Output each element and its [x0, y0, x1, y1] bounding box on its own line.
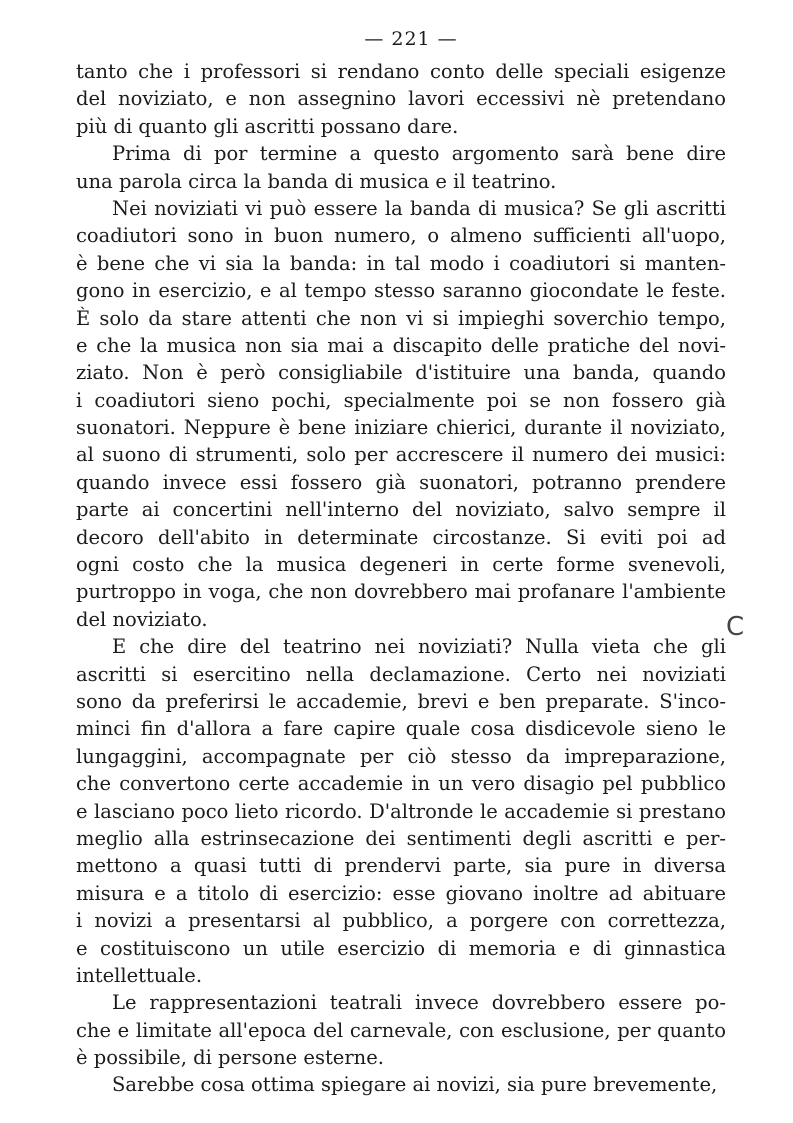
- text-line: quando invece essi fossero già suonatori, potranno prendere: [76, 470, 726, 494]
- text-line: una parola circa la banda di musica e il teatrino.: [76, 169, 557, 193]
- text-line: è possibile, di persone esterne.: [76, 1046, 384, 1070]
- text-line: coadiutori sono in buon numero, o almeno sufficienti all'uopo,: [76, 224, 726, 248]
- text-line: parte ai concertini nell'interno del noviziato, salvo sempre il: [76, 498, 726, 522]
- margin-annotation: C: [726, 612, 745, 642]
- text-line: che e limitate all'epoca del carnevale, con esclusione, per quanto: [76, 1018, 726, 1042]
- text-line: ascritti si esercitino nella declamazione. Certo nei noviziati: [76, 662, 726, 686]
- book-page: [76, 28, 726, 1099]
- text-line: più di quanto gli ascritti possano dare.: [76, 114, 459, 138]
- paragraph: [76, 989, 726, 1071]
- page-number: — 221 —: [364, 28, 458, 50]
- text-line: purtroppo in voga, che non dovrebbero mai profanare l'ambiente: [76, 580, 726, 604]
- text-line: minci fin d'allora a fare capire quale cosa disdicevole sieno le: [76, 717, 726, 741]
- text-line: è bene che vi sia la banda: in tal modo i coadiutori si manten-: [76, 251, 726, 275]
- text-line: al suono di strumenti, solo per accrescere il numero dei musici:: [76, 443, 726, 467]
- text-line: Le rappresentazioni teatrali invece dovrebbero essere po-: [112, 991, 726, 1015]
- text-line: E che dire del teatrino nei noviziati? Nulla vieta che gli: [112, 635, 726, 659]
- text-line: È solo da stare attenti che non vi si impieghi soverchio tempo,: [76, 306, 726, 330]
- text-line: e costituiscono un utile esercizio di memoria e di ginnastica: [76, 936, 726, 960]
- paragraph: [76, 140, 726, 195]
- text-line: decoro dell'abito in determinate circostanze. Si eviti poi ad: [76, 525, 726, 549]
- text-line: i coadiutori sieno pochi, specialmente poi se non fossero già: [76, 388, 726, 412]
- text-line: intellettuale.: [76, 963, 203, 987]
- text-line: gono in esercizio, e al tempo stesso saranno giocondate le feste.: [76, 279, 726, 303]
- text-line: del noviziato.: [76, 607, 208, 631]
- text-line: meglio alla estrinsecazione dei sentimenti degli ascritti e per-: [76, 826, 726, 850]
- text-line: sono da preferirsi le accademie, brevi e ben preparate. S'inco-: [76, 689, 726, 713]
- text-line: misura e a titolo di esercizio: esse giovano inoltre ad abituare: [76, 881, 726, 905]
- text-line: e lasciano poco lieto ricordo. D'altronde le accademie si prestano: [76, 799, 726, 823]
- text-line: del noviziato, e non assegnino lavori eccessivi nè pretendano: [76, 87, 726, 111]
- text-line: i novizi a presentarsi al pubblico, a porgere con correttezza,: [76, 909, 726, 933]
- text-line: lungaggini, accompagnate per ciò stesso da impreparazione,: [76, 744, 726, 768]
- paragraph: [76, 1071, 726, 1098]
- paragraph: [76, 58, 726, 140]
- text-line: che convertono certe accademie in un vero disagio pel pubblico: [76, 772, 726, 796]
- text-line: mettono a quasi tutti di prendervi parte, sia pure in diversa: [76, 854, 726, 878]
- text-line: Nei noviziati vi può essere la banda di musica? Se gli ascritti: [112, 196, 726, 220]
- page-body: [76, 58, 726, 1099]
- text-line: suonatori. Neppure è bene iniziare chierici, durante il noviziato,: [76, 416, 726, 440]
- text-line: Sarebbe cosa ottima spiegare ai novizi, sia pure brevemente,: [112, 1073, 718, 1097]
- text-line: e che la musica non sia mai a discapito delle pratiche del novi-: [76, 333, 726, 357]
- paragraph: [76, 195, 726, 633]
- text-line: ziato. Non è però consigliabile d'istituire una banda, quando: [76, 361, 726, 385]
- text-line: tanto che i professori si rendano conto delle speciali esigenze: [76, 60, 726, 83]
- text-line: ogni costo che la musica degeneri in certe forme svenevoli,: [76, 553, 726, 577]
- paragraph: [76, 633, 726, 989]
- text-line: Prima di por termine a questo argomento sarà bene dire: [112, 142, 726, 166]
